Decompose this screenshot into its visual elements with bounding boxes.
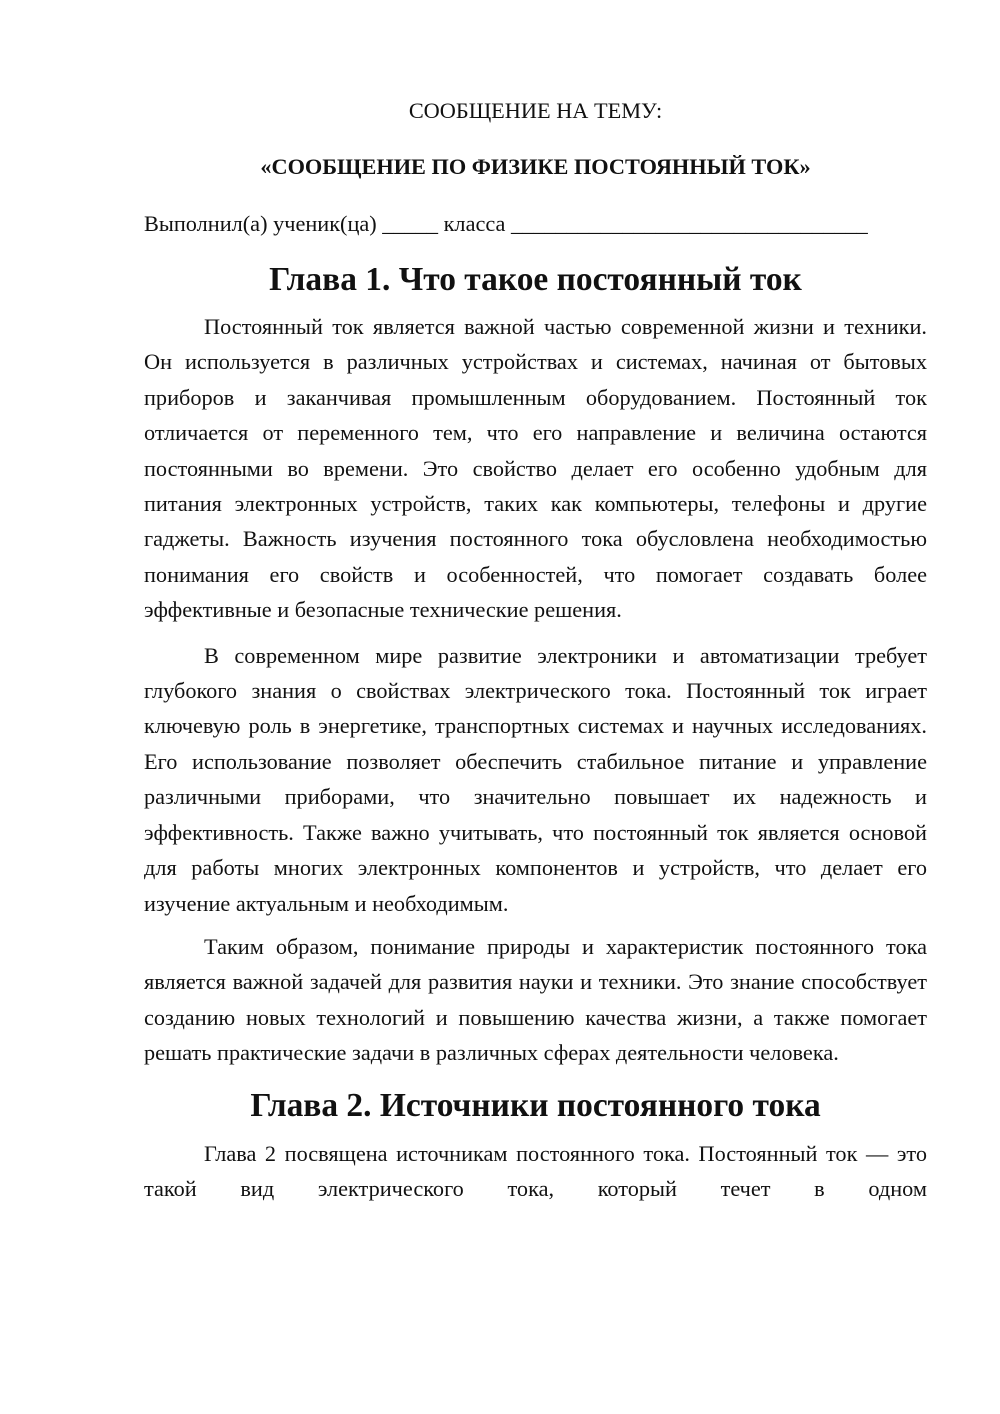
- document-body: [144, 93, 927, 1206]
- document-subtitle: СООБЩЕНИЕ НА ТЕМУ:: [408, 98, 663, 123]
- chapter-1-heading: Глава 1. Что такое постоянный ток: [269, 261, 802, 298]
- chapter-1-paragraph-3: Таким образом, понимание природы и характеристик постоянного тока является важной задачей для развития науки и техники. Это знание способствует созданию новых технологий и повышению качества жизни, а также помогает решать практические задачи в различных сферах деятельности человека.: [144, 933, 927, 1066]
- chapter-1-paragraph-2: В современном мире развитие электроники и автоматизации требует глубокого знания о свойствах электрического тока. Постоянный ток играет ключевую роль в энергетике, транспортных системах и научных исследованиях. Его использование позволяет обеспечить стабильное питание и управление различными приборами, что значительно повышает их надежность и эффективность. Также важно учитывать, что постоянный ток является основой для работы многих электронных компонентов и устройств, что делает его изучение актуальным и необходимым.: [144, 642, 927, 916]
- document-title: «СООБЩЕНИЕ ПО ФИЗИКЕ ПОСТОЯННЫЙ ТОК»: [260, 154, 811, 179]
- student-info-line: Выполнил(а) ученик(ца) _____ класса ________________________________: [144, 211, 868, 236]
- chapter-1-paragraph-1: Постоянный ток является важной частью современной жизни и техники. Он используется в различных устройствах и системах, начиная от бытовых приборов и заканчивая промышленным оборудованием. Постоянный ток отличается от переменного тем, что его направление и величина остаются постоянными во времени. Это свойство делает его особенно удобным для питания электронных устройств, таких как компьютеры, телефоны и другие гаджеты. Важность изучения постоянного тока обусловлена необходимостью понимания его свойств и особенностей, что помогает создавать более эффективные и безопасные технические решения.: [144, 314, 927, 623]
- chapter-2-paragraph-1: Глава 2 посвящена источникам постоянного тока. Постоянный ток — это такой вид электрического тока, который течет в одном: [144, 1140, 927, 1201]
- chapter-2-heading: Глава 2. Источники постоянного тока: [250, 1086, 821, 1124]
